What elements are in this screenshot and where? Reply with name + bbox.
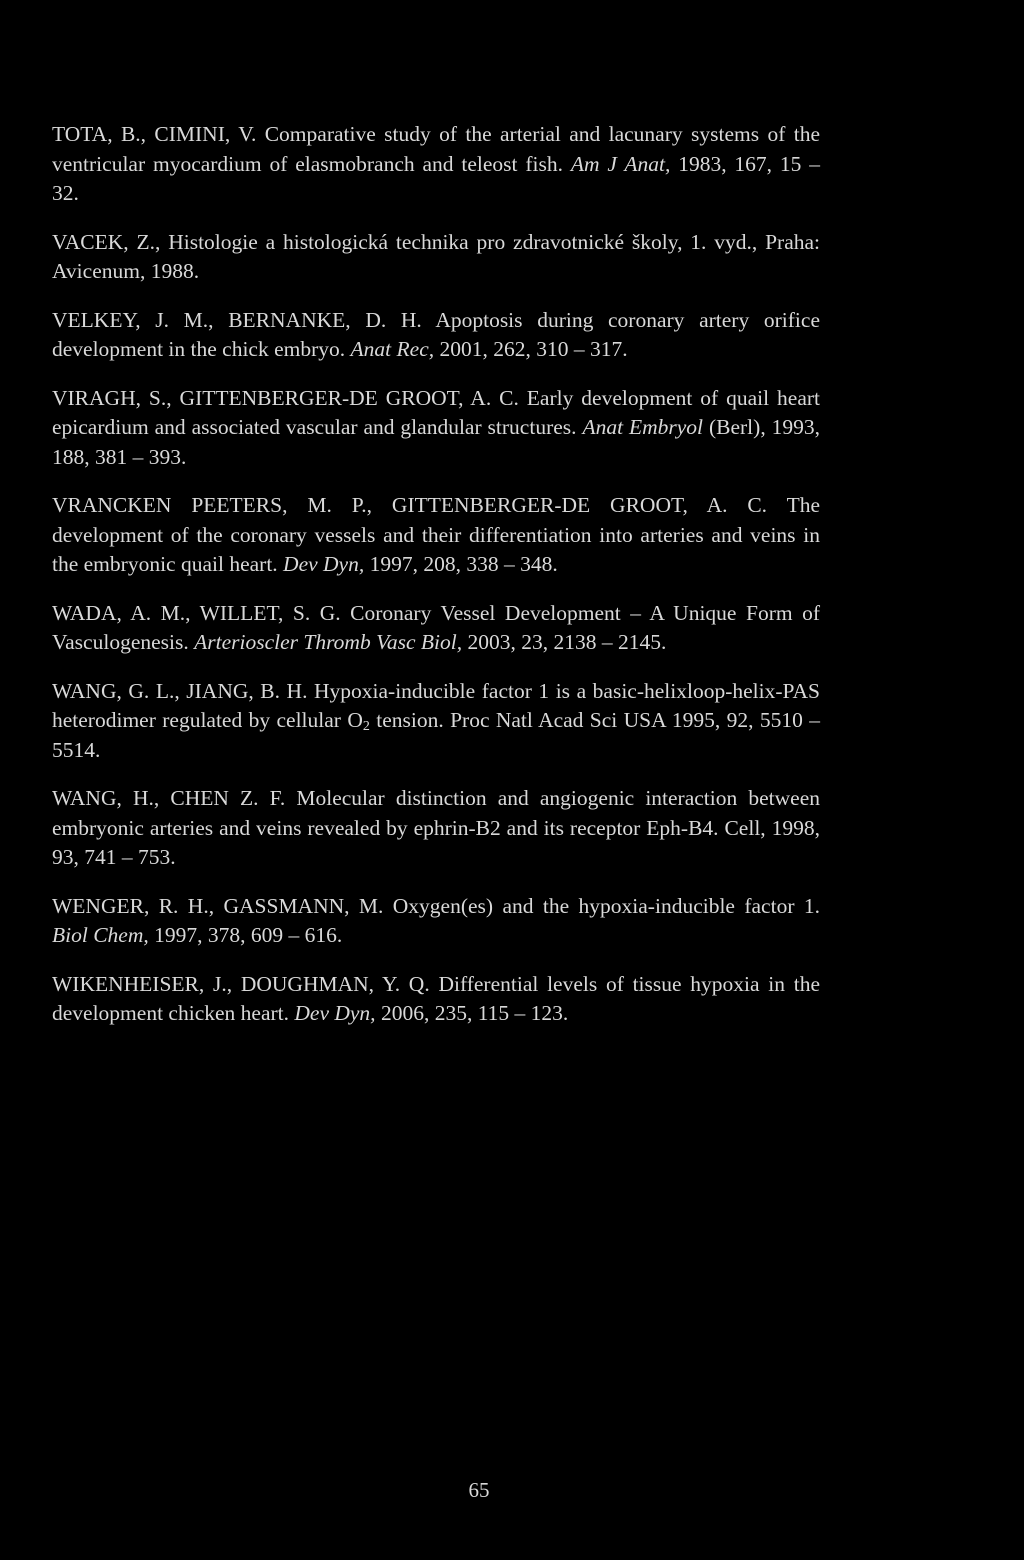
reference-text-after: tension. Proc Natl Acad Sci USA 1995, 92, 5510 – 5514. <box>52 708 820 762</box>
reference-text: VACEK, Z., Histologie a histologická technika pro zdravotnické školy, 1. vyd., Praha: Avicenum, 1988. <box>52 229 820 283</box>
reference-details: (Berl), 1993, 188, 381 – 393. <box>52 415 821 469</box>
reference-details: 2006, 235, 115 – 123. <box>380 1001 569 1025</box>
reference-entry <box>52 784 820 873</box>
reference-journal: Dev Dyn, <box>294 1001 376 1025</box>
reference-entry <box>52 970 820 1029</box>
reference-authors: VIRAGH, S., GITTENBERGER-DE GROOT, A. C. <box>52 385 519 410</box>
reference-title: The development of the coronary vessels and their differentiation into arteries and veins in the embryonic quail heart. <box>52 493 820 576</box>
reference-text: WANG, H., CHEN Z. F. Molecular distinction and angiogenic interaction between embryonic arteries and veins revealed by ephrin-B2 and its receptor Eph-B4. Cell, 1998, 93, 741 – 753. <box>52 786 820 869</box>
reference-list <box>52 120 820 1048</box>
reference-authors: WIKENHEISER, J., DOUGHMAN, Y. Q. <box>52 971 430 996</box>
reference-journal: Anat Rec, <box>350 337 435 361</box>
reference-details: 2003, 23, 2138 – 2145. <box>467 630 667 654</box>
reference-details: 1997, 378, 609 – 616. <box>154 923 343 947</box>
reference-journal: Dev Dyn, <box>283 552 365 576</box>
reference-entry <box>52 491 820 580</box>
reference-authors: VRANCKEN PEETERS, M. P., GITTENBERGER-DE GROOT, A. C. <box>52 493 768 517</box>
reference-title: Apoptosis during coronary artery orifice development in the chick embryo. <box>52 307 820 361</box>
reference-details: 2001, 262, 310 – 317. <box>439 337 628 361</box>
reference-entry <box>52 599 820 658</box>
reference-entry <box>52 384 820 473</box>
reference-subscript: 2 <box>362 719 370 734</box>
reference-journal: Arterioscler Thromb Vasc Biol, <box>194 630 463 654</box>
reference-title: Comparative study of the arterial and lacunary systems of the ventricular myocardium of elasmobranch and teleost fish. <box>52 122 820 176</box>
reference-title: Oxygen(es) and the hypoxia-inducible factor 1. <box>392 893 820 918</box>
reference-title: Coronary Vessel Development – A Unique Form of Vasculogenesis. <box>52 600 820 654</box>
reference-journal: Am J Anat, <box>570 151 671 176</box>
reference-authors: WENGER, R. H., GASSMANN, M. <box>52 893 384 918</box>
reference-text-before: WANG, G. L., JIANG, B. H. Hypoxia-inducible factor 1 is a basic-helixloop-helix-PAS heterodimer regulated by cellular O <box>52 678 820 732</box>
reference-details: 1983, 167, 15 – 32. <box>52 151 821 205</box>
reference-details: 1997, 208, 338 – 348. <box>369 552 558 576</box>
reference-entry <box>52 892 820 951</box>
reference-authors: WADA, A. M., WILLET, S. G. <box>52 600 341 625</box>
reference-entry <box>52 306 820 365</box>
reference-journal: Anat Embryol <box>582 415 704 439</box>
reference-authors: TOTA, B., CIMINI, V. <box>52 122 257 146</box>
reference-authors: VELKEY, J. M., BERNANKE, D. H. <box>52 307 422 332</box>
page-number: 65 <box>468 1478 490 1502</box>
reference-entry <box>52 228 820 287</box>
reference-entry <box>52 120 820 209</box>
reference-title: Differential levels of tissue hypoxia in the development chicken heart. <box>52 971 821 1025</box>
reference-title: Early development of quail heart epicardium and associated vascular and glandular structures. <box>52 385 820 439</box>
reference-entry <box>52 677 820 766</box>
reference-journal: Biol Chem, <box>52 923 149 947</box>
